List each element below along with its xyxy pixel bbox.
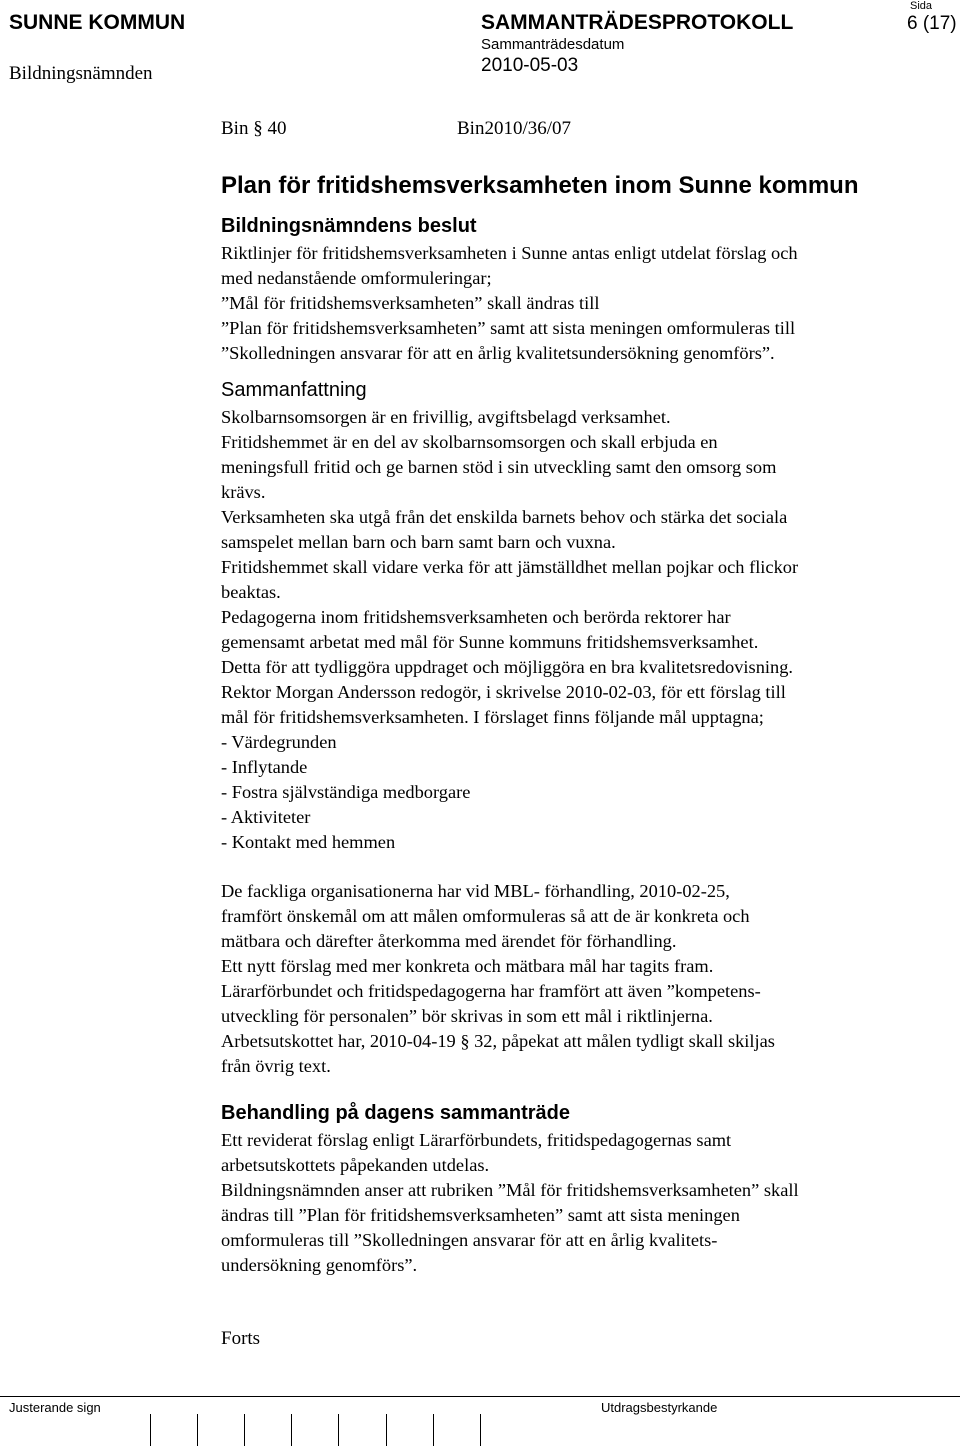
meeting-treatment-heading: Behandling på dagens sammanträde bbox=[221, 1102, 570, 1124]
signature-box-divider bbox=[433, 1414, 434, 1446]
text-line: meningsfull fritid och ge barnen stöd i sin utveckling samt den omsorg som bbox=[221, 457, 777, 477]
text-line: ”Skolledningen ansvarar för att en årlig kvalitetsundersökning genomförs”. bbox=[221, 343, 775, 363]
text-line: Fritidshemmet skall vidare verka för att jämställdhet mellan pojkar och flickor bbox=[221, 557, 799, 577]
text-line: Arbetsutskottet har, 2010-04-19 § 32, påpekat att målen tydligt skall skiljas bbox=[221, 1031, 775, 1051]
department-name: Bildningsnämnden bbox=[9, 63, 153, 84]
signature-box-divider bbox=[197, 1414, 198, 1446]
signature-box-divider bbox=[338, 1414, 339, 1446]
text-line: Verksamheten ska utgå från det enskilda barnets behov och stärka det sociala bbox=[221, 507, 788, 527]
text-line: Ett reviderat förslag enligt Lärarförbundets, fritidspedagogernas samt bbox=[221, 1130, 732, 1150]
text-line: Riktlinjer för fritidshemsverksamheten i Sunne antas enligt utdelat förslag och bbox=[221, 243, 798, 263]
signature-box-divider bbox=[244, 1414, 245, 1446]
meeting-date-label: Sammanträdesdatum bbox=[481, 36, 625, 53]
page-label: Sida bbox=[910, 0, 933, 12]
case-number: Bin2010/36/07 bbox=[457, 118, 572, 139]
excerpt-certification-label: Utdragsbestyrkande bbox=[601, 1400, 718, 1415]
footer-divider bbox=[0, 1396, 960, 1397]
paragraph-reference bbox=[221, 112, 941, 146]
text-line: Ett nytt förslag med mer konkreta och mätbara mål har tagits fram. bbox=[221, 956, 714, 976]
summary-heading: Sammanfattning bbox=[221, 379, 367, 401]
list-item: - Kontakt med hemmen bbox=[221, 832, 396, 852]
text-line: med nedanstående omformuleringar; bbox=[221, 268, 492, 288]
text-line: ändras till ”Plan för fritidshemsverksamheten” samt att sista meningen bbox=[221, 1205, 740, 1225]
continued-marker: Forts bbox=[221, 1328, 261, 1349]
signature-box-divider bbox=[291, 1414, 292, 1446]
text-line: ”Plan för fritidshemsverksamheten” samt att sista meningen omformuleras till bbox=[221, 318, 796, 338]
text-line: mål för fritidshemsverksamheten. I förslaget finns följande mål upptagna; bbox=[221, 707, 764, 727]
meeting-treatment-section bbox=[221, 1099, 941, 1278]
text-line: utveckling för personalen” bör skrivas in som ett mål i riktlinjerna. bbox=[221, 1006, 713, 1026]
text-line: Fritidshemmet är en del av skolbarnsomsorgen och skall erbjuda en bbox=[221, 432, 718, 452]
list-item: - Fostra självständiga medborgare bbox=[221, 782, 471, 802]
signature-box-divider bbox=[480, 1414, 481, 1446]
signature-box-divider bbox=[386, 1414, 387, 1446]
text-line: De fackliga organisationerna har vid MBL- förhandling, 2010-02-25, bbox=[221, 881, 730, 901]
text-line: beaktas. bbox=[221, 582, 281, 602]
summary-section bbox=[221, 376, 941, 1079]
text-line: Rektor Morgan Andersson redogör, i skrivelse 2010-02-03, för ett förslag till bbox=[221, 682, 786, 702]
text-line: gemensamt arbetat med mål för Sunne kommuns fritidshemsverksamhet. bbox=[221, 632, 759, 652]
text-line: Detta för att tydliggöra uppdraget och möjliggöra en bra kvalitetsredovisning. bbox=[221, 657, 793, 677]
organization-name: SUNNE KOMMUN bbox=[9, 11, 186, 34]
text-line: Skolbarnsomsorgen är en frivillig, avgiftsbelagd verksamhet. bbox=[221, 407, 671, 427]
decision-heading: Bildningsnämndens beslut bbox=[221, 215, 477, 237]
text-line: från övrig text. bbox=[221, 1056, 331, 1076]
document-type: SAMMANTRÄDESPROTOKOLL bbox=[481, 11, 794, 34]
meeting-treatment-text bbox=[221, 1128, 941, 1278]
text-line: framfört önskemål om att målen omformuleras så att de är konkreta och bbox=[221, 906, 750, 926]
text-line: arbetsutskottets påpekanden utdelas. bbox=[221, 1155, 490, 1175]
summary-text-continued bbox=[221, 879, 941, 1079]
list-item: - Värdegrunden bbox=[221, 732, 337, 752]
text-line: Bildningsnämnden anser att rubriken ”Mål för fritidshemsverksamheten” skall bbox=[221, 1180, 799, 1200]
decision-section bbox=[221, 212, 941, 366]
document-body bbox=[221, 112, 941, 1351]
list-item: - Aktiviteter bbox=[221, 807, 311, 827]
page-title: Plan för fritidshemsverksamheten inom Sunne kommun bbox=[221, 172, 859, 199]
text-line: undersökning genomförs”. bbox=[221, 1255, 418, 1275]
text-line: Lärarförbundet och fritidspedagogerna har framfört att även ”kompetens- bbox=[221, 981, 761, 1001]
text-line: mätbara och därefter återkomma med ärendet för förhandling. bbox=[221, 931, 677, 951]
decision-text bbox=[221, 241, 941, 366]
text-line: ”Mål för fritidshemsverksamheten” skall ändras till bbox=[221, 293, 600, 313]
adjuster-signature-label: Justerande sign bbox=[9, 1400, 101, 1415]
text-line: samspelet mellan barn och barn samt barn och vuxna. bbox=[221, 532, 616, 552]
text-line: krävs. bbox=[221, 482, 266, 502]
summary-text bbox=[221, 405, 941, 855]
text-line: omformuleras till ”Skolledningen ansvarar för att en årlig kvalitets- bbox=[221, 1230, 718, 1250]
text-line: Pedagogerna inom fritidshemsverksamheten och berörda rektorer har bbox=[221, 607, 731, 627]
meeting-date: 2010-05-03 bbox=[481, 55, 579, 76]
paragraph-number: Bin § 40 bbox=[221, 118, 287, 139]
page-number: 6 (17) bbox=[907, 13, 957, 34]
signature-box-divider bbox=[150, 1414, 151, 1446]
list-item: - Inflytande bbox=[221, 757, 308, 777]
